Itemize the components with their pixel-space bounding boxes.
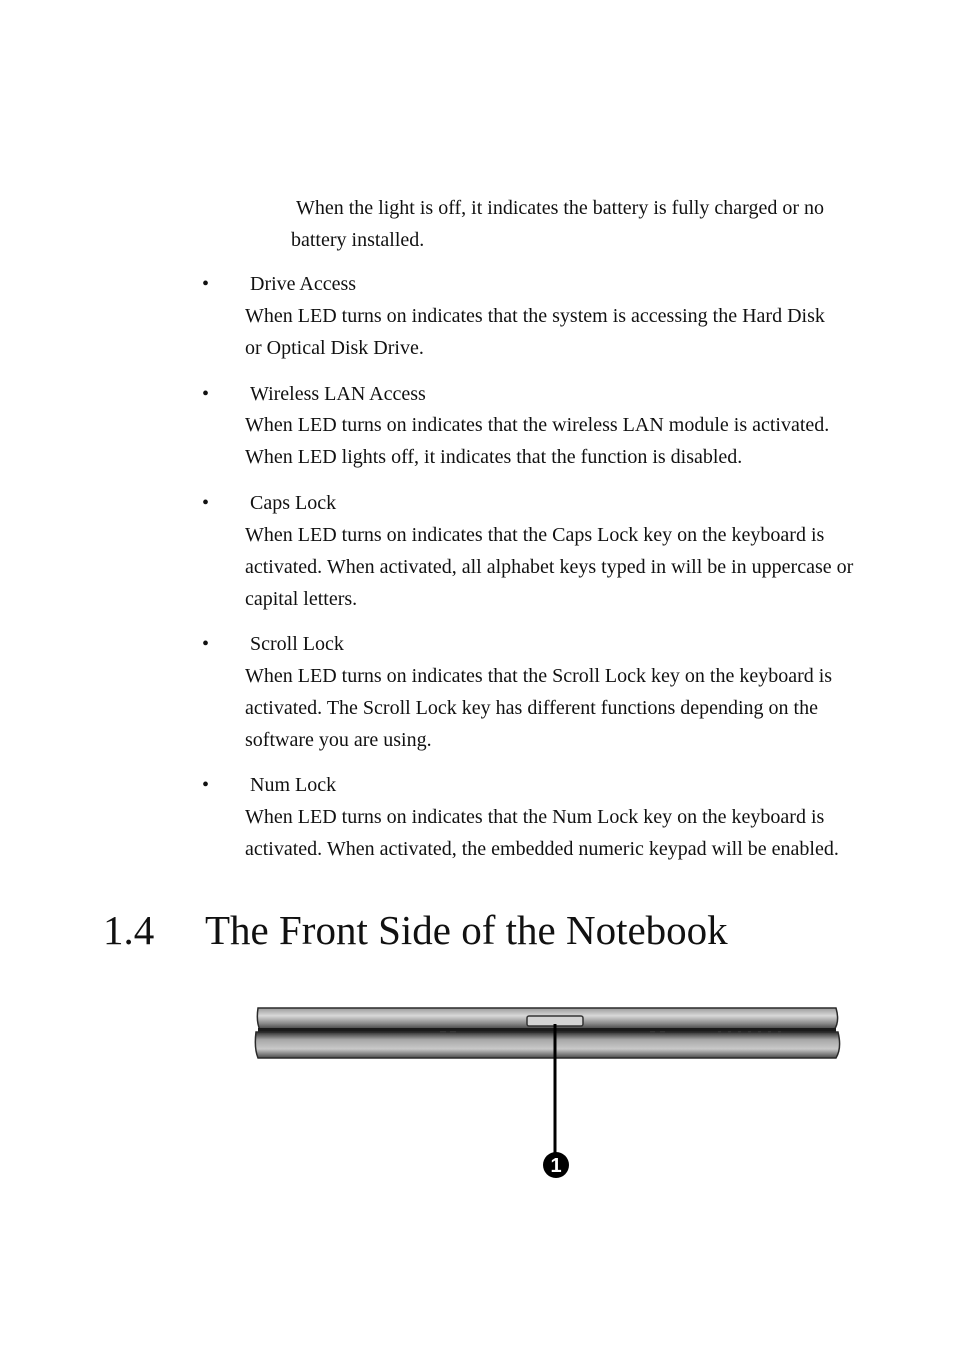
section-heading	[103, 900, 728, 960]
bullet-icon: •	[202, 383, 210, 405]
bullet-icon: •	[202, 492, 210, 514]
item-description-line: activated. The Scroll Lock key has different functions depending on the	[245, 697, 818, 719]
item-title: Drive Access	[250, 273, 357, 295]
bullet-icon: •	[202, 273, 210, 295]
notebook-front-illustration	[250, 1000, 850, 1190]
item-description-line: When LED turns on indicates that the Scroll Lock key on the keyboard is	[245, 665, 833, 687]
bullet-icon: •	[202, 774, 210, 796]
item-title: Scroll Lock	[250, 633, 344, 655]
item-description-line: When LED lights off, it indicates that the function is disabled.	[245, 446, 743, 468]
section-number: 1.4	[103, 907, 155, 953]
item-title: Num Lock	[250, 774, 337, 796]
section-title: The Front Side of the Notebook	[205, 907, 728, 953]
item-description-line: software you are using.	[245, 729, 432, 751]
item-title: Wireless LAN Access	[250, 383, 426, 405]
intro-text-line: When the light is off, it indicates the battery is fully charged or no	[296, 197, 825, 219]
item-description-line: When LED turns on indicates that the system is accessing the Hard Disk	[245, 305, 825, 327]
item-description-line: When LED turns on indicates that the Caps Lock key on the keyboard is	[245, 524, 825, 546]
item-description-line: activated. When activated, all alphabet keys typed in will be in uppercase or	[245, 556, 854, 578]
intro-text-line: battery installed.	[291, 229, 425, 251]
notebook-front-figure	[250, 1000, 850, 1190]
item-description-line: When LED turns on indicates that the wireless LAN module is activated.	[245, 414, 830, 436]
callout-number: 1	[550, 1155, 562, 1177]
notebook-base	[255, 1032, 839, 1058]
bullet-icon: •	[202, 633, 210, 655]
item-title: Caps Lock	[250, 492, 337, 514]
item-description-line: or Optical Disk Drive.	[245, 337, 424, 359]
item-description-line: When LED turns on indicates that the Num Lock key on the keyboard is	[245, 806, 825, 828]
item-description-line: capital letters.	[245, 588, 358, 610]
item-description-line: activated. When activated, the embedded numeric keypad will be enabled.	[245, 838, 839, 860]
